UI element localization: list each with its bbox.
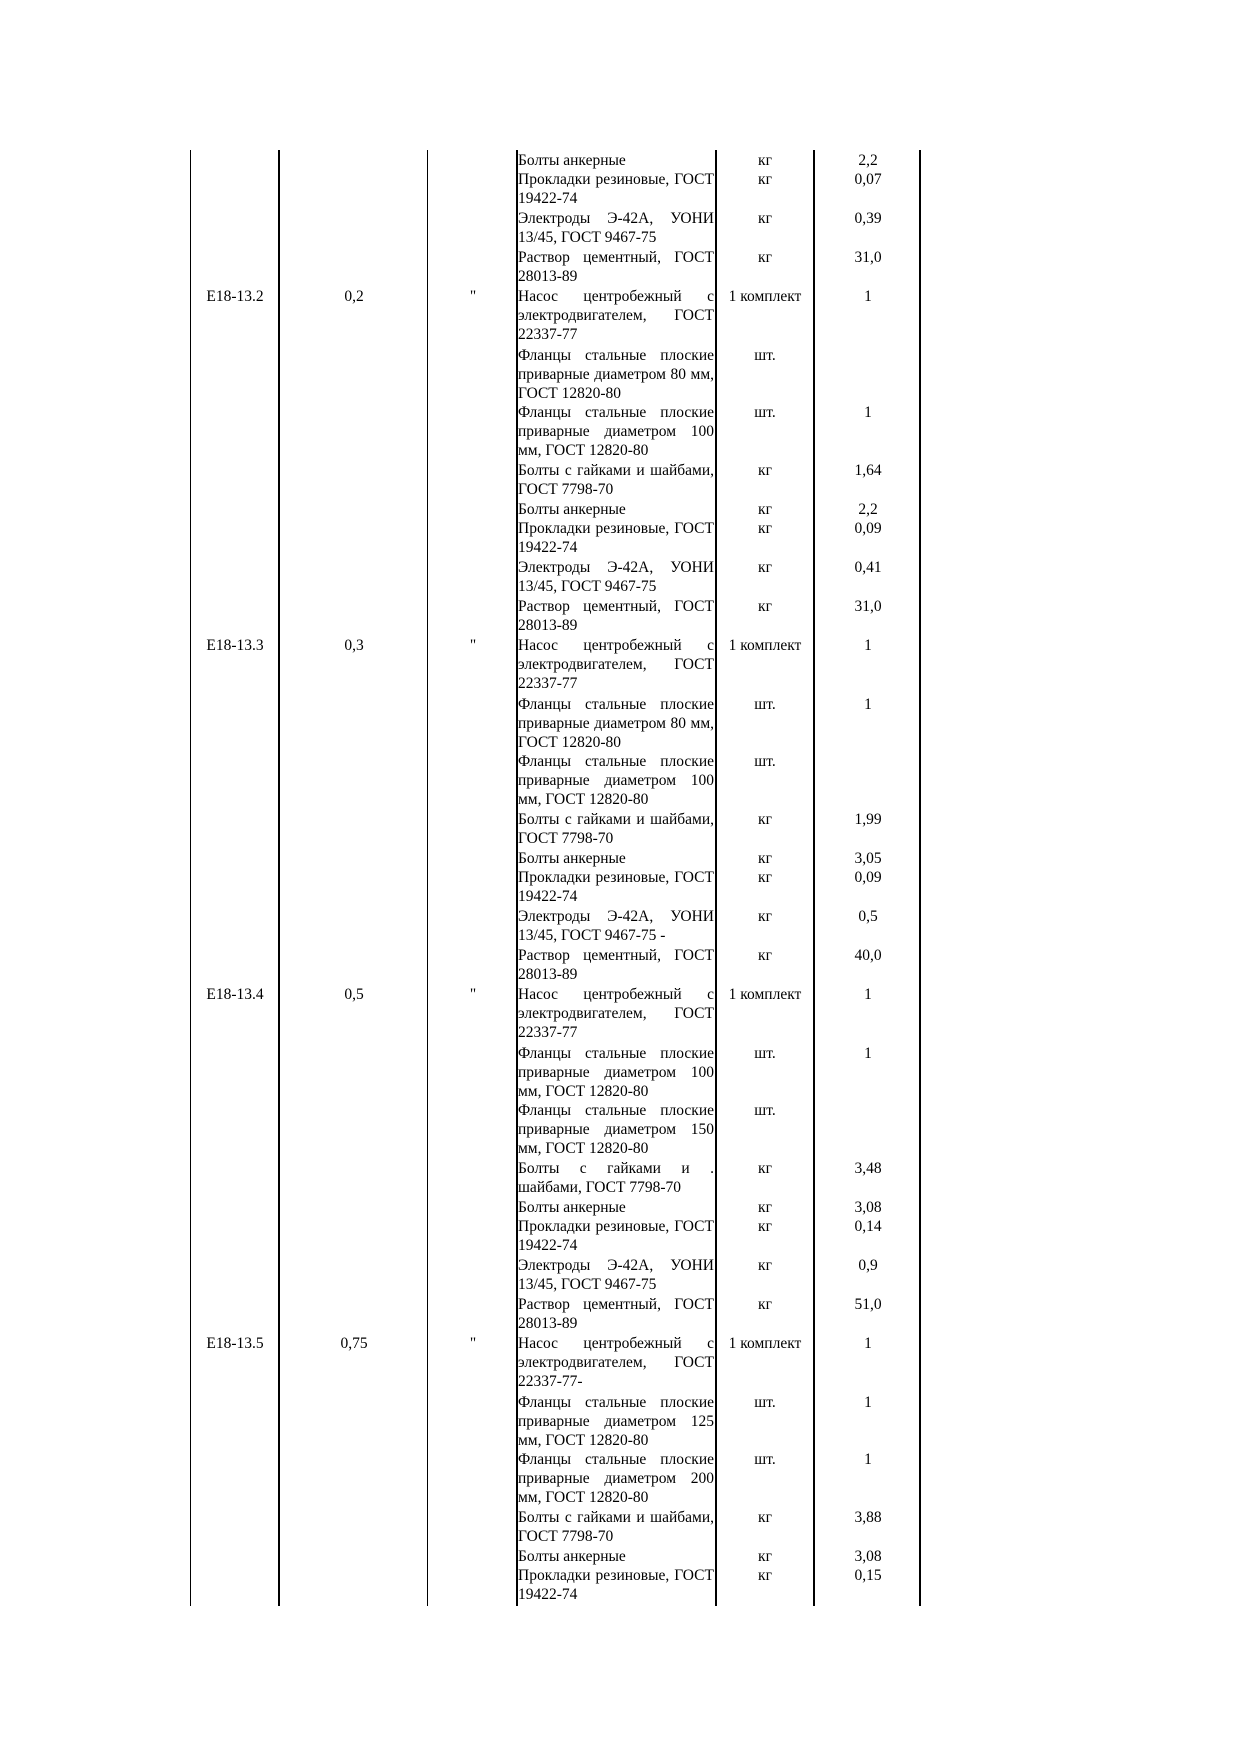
row-quantity: 1,99 xyxy=(854,811,882,828)
row-quantity: 1 xyxy=(864,1045,872,1062)
row-unit: кг xyxy=(758,598,772,615)
row-material-name: Раствор цементный, ГОСТ 28013-89 xyxy=(518,598,714,634)
row-unit: шт. xyxy=(754,1102,776,1119)
row-material-name: Фланцы стальные плоские приварные диаметром 150 мм, ГОСТ 12820-80 xyxy=(518,1102,714,1157)
row-unit: 1 комплект xyxy=(728,1335,802,1352)
row-quantity: 40,0 xyxy=(854,947,882,964)
row-unit: кг xyxy=(758,908,772,925)
row-unit: шт. xyxy=(754,1451,776,1468)
row-material-name: Раствор цементный, ГОСТ 28013-89 xyxy=(518,947,714,983)
row-unit: кг xyxy=(758,1567,772,1584)
row-quantity: 0,41 xyxy=(854,559,882,576)
row-unit: кг xyxy=(758,850,772,867)
row-ditto-mark: " xyxy=(469,1335,477,1352)
row-code: E18-13.3 xyxy=(206,637,264,654)
row-unit: кг xyxy=(758,947,772,964)
row-material-name: Электроды Э-42А, УОНИ 13/45, ГОСТ 9467-75 xyxy=(518,559,714,595)
row-material-name: Прокладки резиновые, ГОСТ 19422-74 xyxy=(518,171,714,207)
row-quantity: 0,5 xyxy=(858,908,878,925)
row-quantity: 3,48 xyxy=(854,1160,882,1177)
row-unit: кг xyxy=(758,1296,772,1313)
row-quantity: 1 xyxy=(864,288,872,305)
row-code: E18-13.2 xyxy=(206,288,264,305)
row-unit: 1 комплект xyxy=(728,986,802,1003)
row-material-name: Болты анкерные xyxy=(518,501,626,518)
row-material-name: Электроды Э-42А, УОНИ 13/45, ГОСТ 9467-75 xyxy=(518,210,714,246)
row-material-name: Фланцы стальные плоские приварные диаметром 100 мм, ГОСТ 12820-80 xyxy=(518,404,714,459)
row-unit: шт. xyxy=(754,753,776,770)
row-material-name: Болты анкерные xyxy=(518,850,626,867)
row-material-name: Насос центробежный с электродвигателем, ГОСТ 22337-77 xyxy=(518,637,714,692)
row-material-name: Фланцы стальные плоские приварные диаметром 100 мм, ГОСТ 12820-80 xyxy=(518,1045,714,1100)
row-unit: кг xyxy=(758,462,772,479)
row-unit: кг xyxy=(758,811,772,828)
row-quantity: 1 xyxy=(864,404,872,421)
row-capacity: 0,3 xyxy=(344,637,364,654)
row-unit: 1 комплект xyxy=(728,288,802,305)
row-material-name: Прокладки резиновые, ГОСТ 19422-74 xyxy=(518,1567,714,1603)
row-quantity: 51,0 xyxy=(854,1296,882,1313)
row-material-name: Прокладки резиновые, ГОСТ 19422-74 xyxy=(518,1218,714,1254)
row-unit: кг xyxy=(758,249,772,266)
row-ditto-mark: " xyxy=(469,986,477,1003)
row-quantity: 1 xyxy=(864,986,872,1003)
row-unit: кг xyxy=(758,1218,772,1235)
row-quantity: 0,07 xyxy=(854,171,882,188)
row-material-name: Электроды Э-42А, УОНИ 13/45, ГОСТ 9467-75 - xyxy=(518,908,714,944)
row-quantity: 3,05 xyxy=(854,850,882,867)
row-quantity: 1 xyxy=(864,1335,872,1352)
row-code: E18-13.4 xyxy=(206,986,264,1003)
row-quantity: 2,2 xyxy=(858,152,878,169)
row-material-name: Болты с гайками и шайбами, ГОСТ 7798-70 xyxy=(518,1509,714,1545)
row-ditto-mark: " xyxy=(469,288,477,305)
row-capacity: 0,2 xyxy=(344,288,364,305)
row-unit: кг xyxy=(758,1548,772,1565)
row-material-name: Прокладки резиновые, ГОСТ 19422-74 xyxy=(518,869,714,905)
row-material-name: Болты с гайками и . шайбами, ГОСТ 7798-70 xyxy=(518,1160,714,1196)
row-quantity: 1 xyxy=(864,637,872,654)
row-unit: кг xyxy=(758,1257,772,1274)
row-code: E18-13.5 xyxy=(206,1335,264,1352)
row-quantity: 2,2 xyxy=(858,501,878,518)
row-quantity: 1 xyxy=(864,1394,872,1411)
row-quantity: 31,0 xyxy=(854,598,882,615)
row-unit: шт. xyxy=(754,1045,776,1062)
row-quantity: 3,08 xyxy=(854,1548,882,1565)
table-border-col3 xyxy=(427,150,428,1606)
row-quantity: 31,0 xyxy=(854,249,882,266)
row-unit: кг xyxy=(758,210,772,227)
row-material-name: Фланцы стальные плоские приварные диаметром 80 мм, ГОСТ 12820-80 xyxy=(518,696,714,751)
row-material-name: Фланцы стальные плоские приварные диаметром 200 мм, ГОСТ 12820-80 xyxy=(518,1451,714,1506)
row-unit: кг xyxy=(758,1160,772,1177)
row-quantity: 0,39 xyxy=(854,210,882,227)
row-unit: шт. xyxy=(754,404,776,421)
row-material-name: Фланцы стальные плоские приварные диаметром 80 мм, ГОСТ 12820-80 xyxy=(518,347,714,402)
row-ditto-mark: " xyxy=(469,637,477,654)
row-material-name: Болты с гайками и шайбами, ГОСТ 7798-70 xyxy=(518,462,714,498)
row-material-name: Болты анкерные xyxy=(518,152,626,169)
row-quantity: 0,09 xyxy=(854,869,882,886)
row-material-name: Насос центробежный с электродвигателем, ГОСТ 22337-77- xyxy=(518,1335,714,1390)
row-unit: кг xyxy=(758,559,772,576)
table-border-col2 xyxy=(278,150,280,1606)
row-quantity: 3,88 xyxy=(854,1509,882,1526)
row-unit: кг xyxy=(758,869,772,886)
row-unit: кг xyxy=(758,1509,772,1526)
row-material-name: Болты с гайками и шайбами, ГОСТ 7798-70 xyxy=(518,811,714,847)
row-quantity: 0,14 xyxy=(854,1218,882,1235)
row-material-name: Раствор цементный, ГОСТ 28013-89 xyxy=(518,1296,714,1332)
row-quantity: 3,08 xyxy=(854,1199,882,1216)
row-capacity: 0,5 xyxy=(344,986,364,1003)
row-quantity: 0,15 xyxy=(854,1567,882,1584)
row-unit: шт. xyxy=(754,347,776,364)
row-quantity: 1 xyxy=(864,1451,872,1468)
row-quantity: 0,9 xyxy=(858,1257,878,1274)
row-unit: шт. xyxy=(754,696,776,713)
row-unit: кг xyxy=(758,520,772,537)
row-quantity: 1 xyxy=(864,696,872,713)
row-quantity: 0,09 xyxy=(854,520,882,537)
row-material-name: Прокладки резиновые, ГОСТ 19422-74 xyxy=(518,520,714,556)
row-quantity: 1,64 xyxy=(854,462,882,479)
row-unit: кг xyxy=(758,171,772,188)
row-material-name: Раствор цементный, ГОСТ 28013-89 xyxy=(518,249,714,285)
row-material-name: Насос центробежный с электродвигателем, ГОСТ 22337-77 xyxy=(518,986,714,1041)
row-unit: кг xyxy=(758,152,772,169)
row-material-name: Фланцы стальные плоские приварные диаметром 100 мм, ГОСТ 12820-80 xyxy=(518,753,714,808)
row-unit: кг xyxy=(758,1199,772,1216)
row-unit: кг xyxy=(758,501,772,518)
row-material-name: Болты анкерные xyxy=(518,1548,626,1565)
row-unit: 1 комплект xyxy=(728,637,802,654)
row-material-name: Электроды Э-42А, УОНИ 13/45, ГОСТ 9467-75 xyxy=(518,1257,714,1293)
table-border-left xyxy=(190,150,191,1606)
row-material-name: Фланцы стальные плоские приварные диаметром 125 мм, ГОСТ 12820-80 xyxy=(518,1394,714,1449)
row-material-name: Насос центробежный с электродвигателем, ГОСТ 22337-77 xyxy=(518,288,714,343)
row-material-name: Болты анкерные xyxy=(518,1199,626,1216)
row-unit: шт. xyxy=(754,1394,776,1411)
row-capacity: 0,75 xyxy=(340,1335,368,1352)
